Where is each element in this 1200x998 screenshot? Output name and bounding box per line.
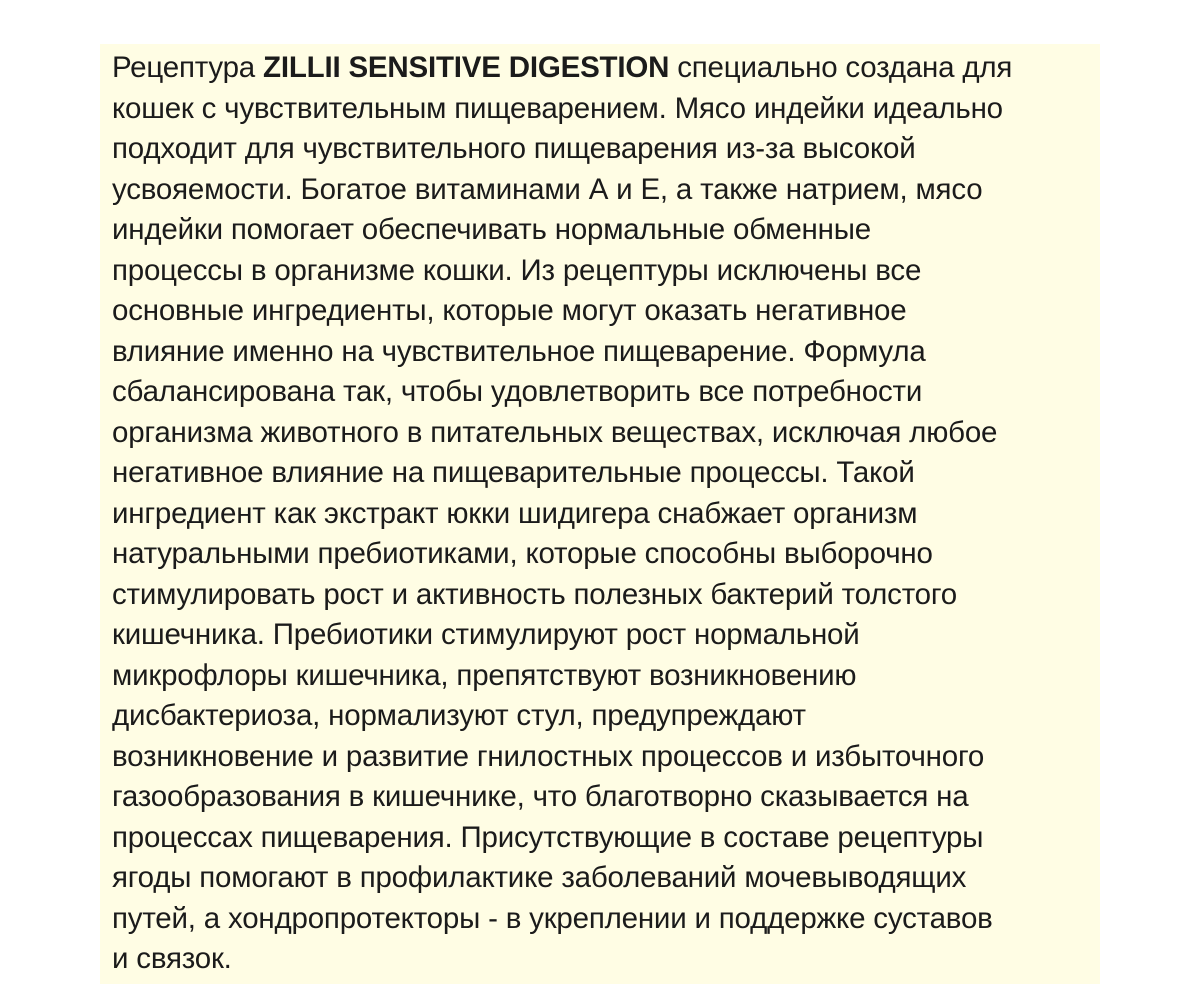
description-intro-continued: специально создана для — [669, 51, 1013, 84]
description-line-6: процессы в организме кошки. Из рецептуры исключены все — [112, 253, 922, 287]
description-line-10: организма животного в питательных веществах, исключая любое — [112, 415, 998, 449]
description-line-8: влияние именно на чувствительное пищеварение. Формула — [112, 334, 926, 368]
description-line-3: подходит для чувствительного пищеварения из-за высокой — [112, 132, 916, 165]
description-line-13: натуральными пребиотиками, которые способны выборочно — [112, 537, 933, 570]
description-line-4: усвояемости. Богатое витаминами А и Е, а также натрием, мясо — [112, 172, 983, 206]
description-line-5: индейки помогает обеспечивать нормальные обменные — [112, 213, 871, 246]
description-line-2: кошек с чувствительным пищеварением. Мясо индейки идеально — [112, 91, 1003, 125]
product-brand-name: ZILLII SENSITIVE DIGESTION — [263, 51, 670, 84]
description-panel — [100, 44, 1100, 984]
description-line-20: процессах пищеварения. Присутствующие в составе рецептуры — [112, 820, 984, 854]
description-line-7: основные ингредиенты, которые могут оказать негативное — [112, 294, 907, 327]
description-line-18: возникновение и развитие гнилостных процессов и избыточного — [112, 739, 985, 773]
description-line-17: дисбактериоза, нормализуют стул, предупреждают — [112, 699, 806, 732]
description-line-21: ягоды помогают в профилактике заболеваний мочевыводящих — [112, 861, 967, 894]
description-line-22: путей, а хондропротекторы - в укреплении и поддержке суставов — [112, 901, 993, 935]
description-line-9: сбалансирована так, чтобы удовлетворить все потребности — [112, 375, 923, 408]
description-line-15: кишечника. Пребиотики стимулируют рост нормальной — [112, 618, 860, 651]
description-line-11: негативное влияние на пищеварительные процессы. Такой — [112, 456, 915, 489]
description-intro: Рецептура — [112, 51, 264, 84]
description-line-16: микрофлоры кишечника, препятствуют возникновению — [112, 658, 857, 692]
product-description — [112, 48, 1102, 980]
description-line-1 — [112, 48, 1102, 89]
description-line-23: и связок. — [112, 942, 232, 975]
description-line-12: ингредиент как экстракт юкки шидигера снабжает организм — [112, 496, 918, 530]
description-line-14: стимулировать рост и активность полезных бактерий толстого — [112, 577, 957, 611]
description-line-19: газообразования в кишечнике, что благотворно сказывается на — [112, 780, 969, 813]
